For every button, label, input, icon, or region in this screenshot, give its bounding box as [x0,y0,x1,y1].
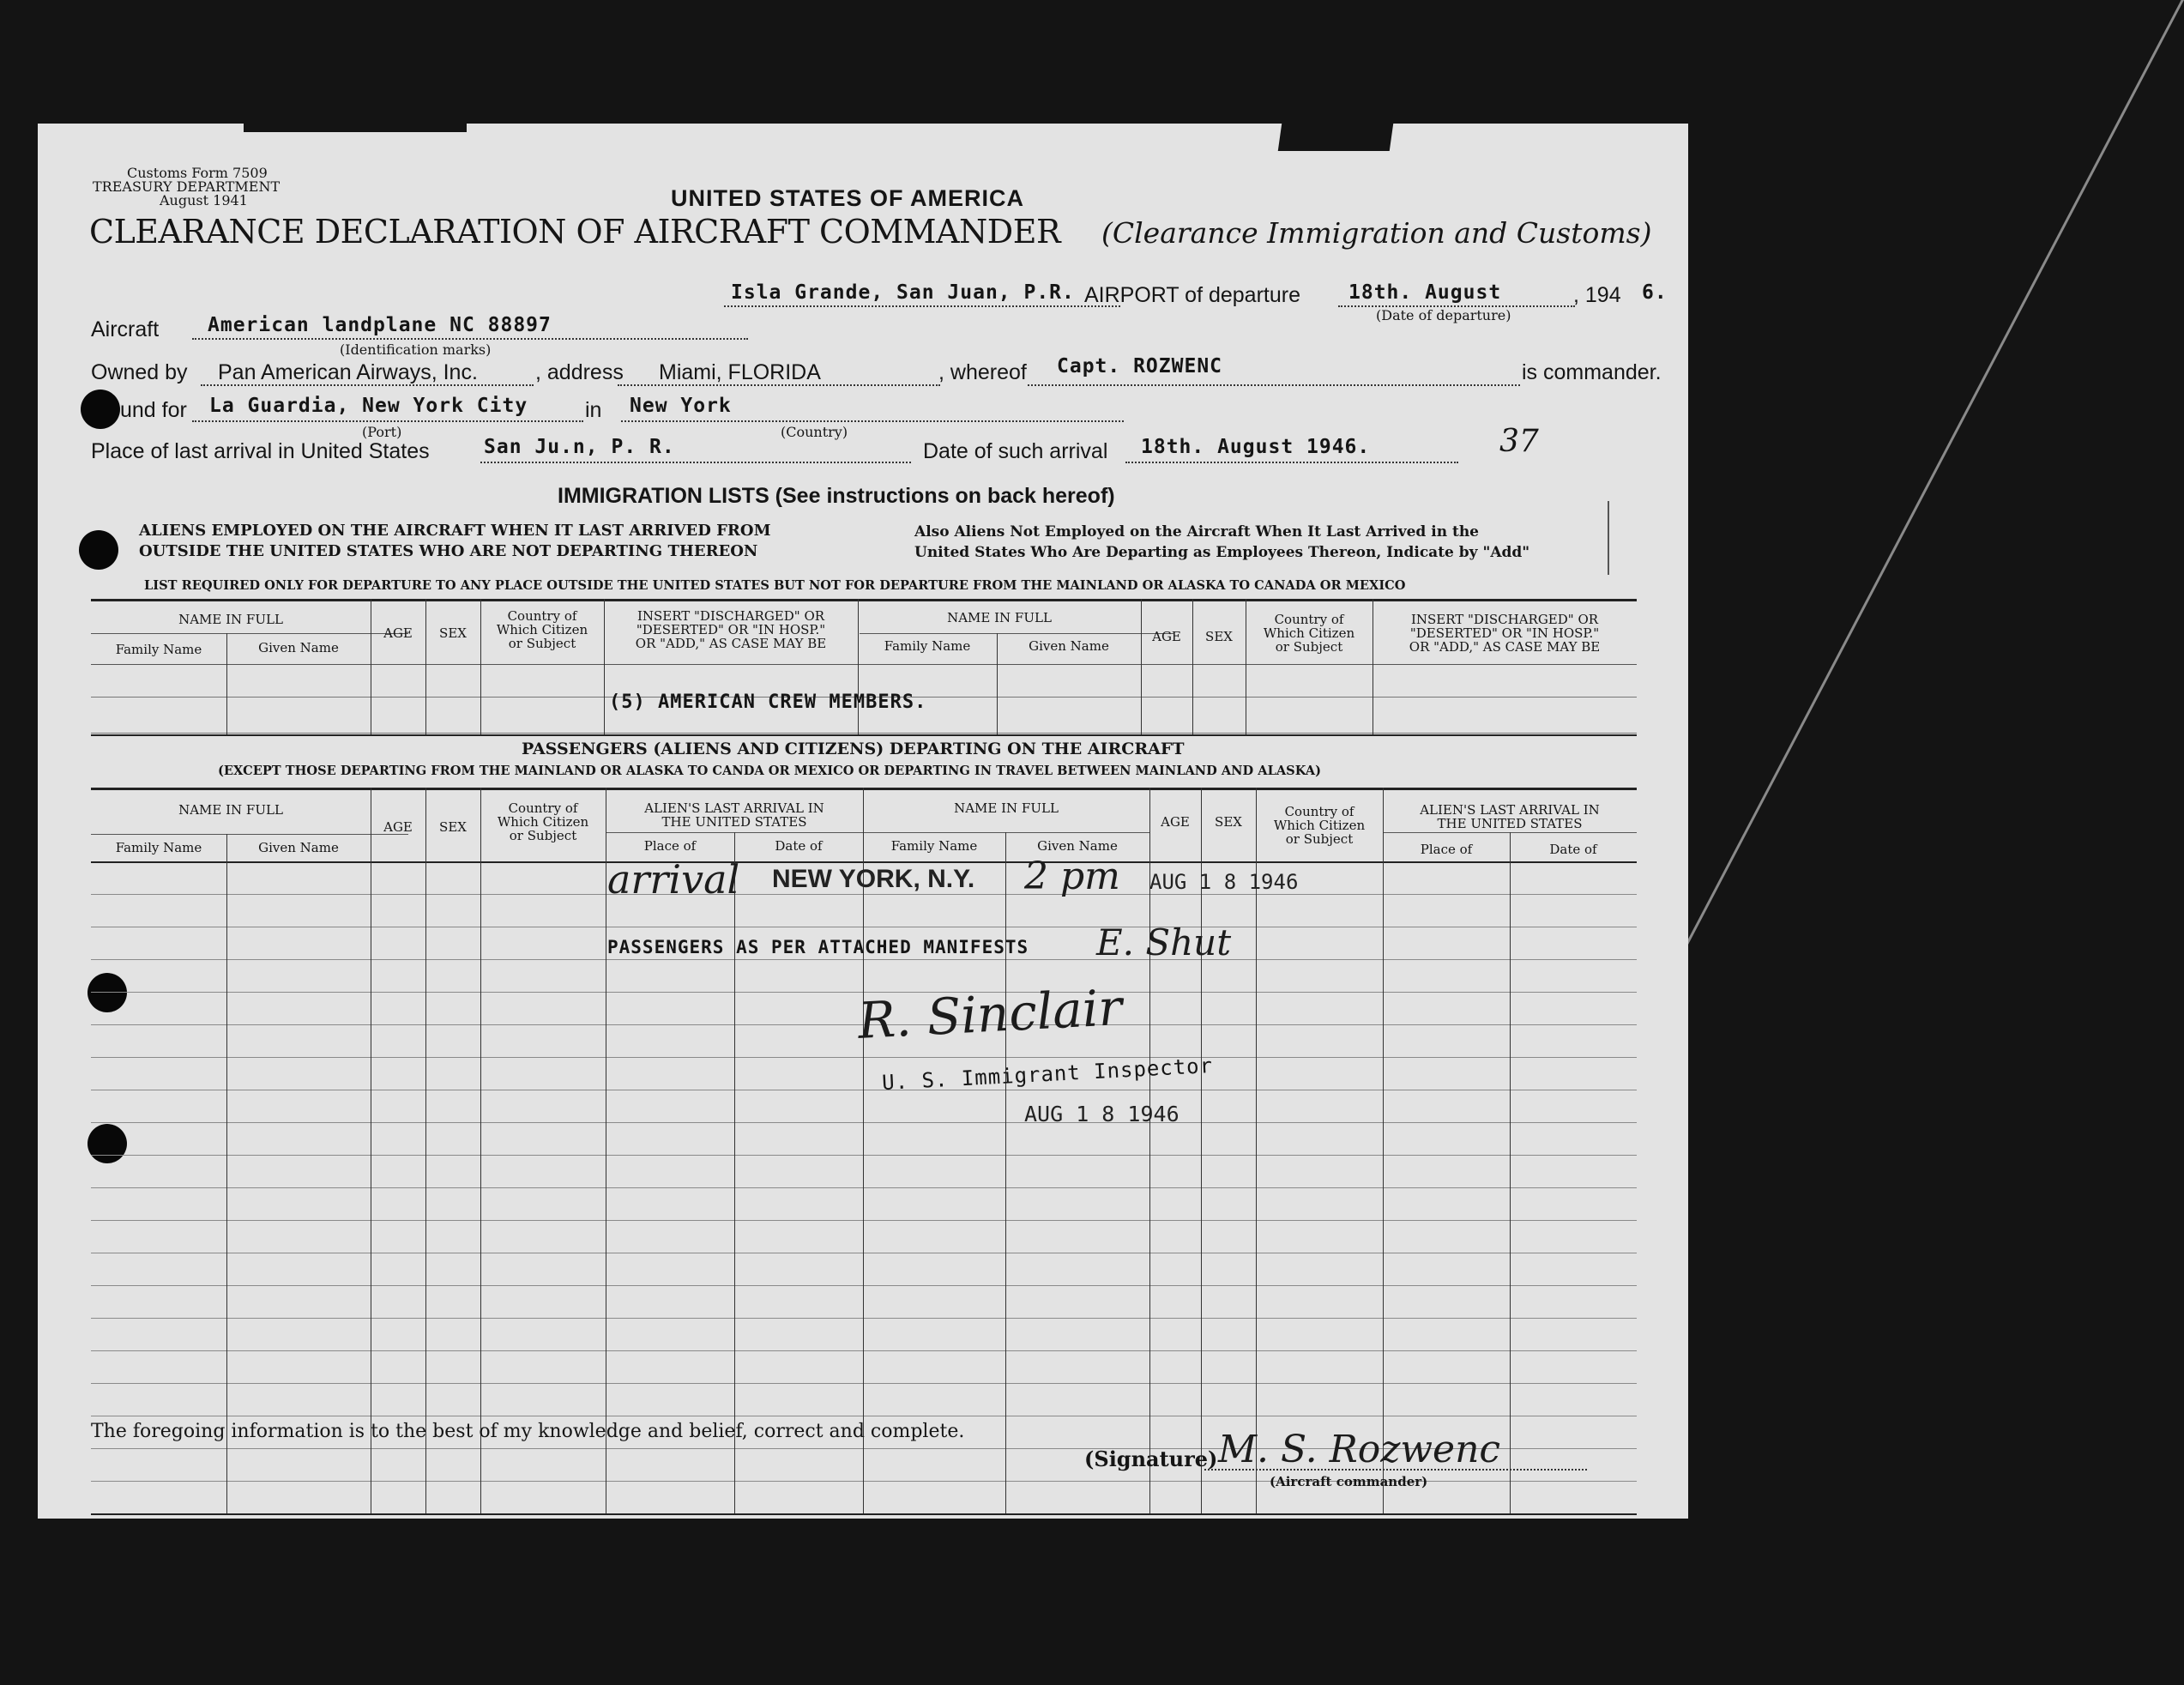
pax-date-of-header: Date of [1549,842,1597,857]
crew-country-line-2: Which Citizen [1263,625,1355,641]
pax-name-header: NAME IN FULL [954,800,1059,816]
departure-airport-label: AIRPORT of departure [1084,283,1300,307]
last-arrival-place-value: San Ju.n, P. R. [484,436,675,458]
crew-sex-header: SEX [439,625,467,641]
pax-place-of-header: Place of [643,838,697,854]
crew-country-line-3: or Subject [1275,639,1343,655]
pax-country-line-3: or Subject [1285,831,1354,847]
list-required-note: LIST REQUIRED ONLY FOR DEPARTURE TO ANY PLACE OUTSIDE THE UNITED STATES BUT NOT FOR DEPARTURE FROM THE MAINLAND OR ALASKA TO CANADA OR MEXICO [144,578,1406,593]
pax-table-bottom [91,1513,1637,1515]
crew-insert-line-1: INSERT "DISCHARGED" OR [1410,612,1599,627]
crew-age-header: AGE [1152,629,1181,644]
pax-table-row-line [91,1122,1637,1123]
owned-by-label: Owned by [91,360,188,384]
punch-hole [87,1124,127,1163]
crew-country-line-1: Country of [507,608,577,624]
pax-country-line-2: Which Citizen [1273,818,1366,833]
last-arrival-place-line [480,462,911,463]
bound-country-line [621,420,1124,422]
pax-table-row-line [91,1155,1637,1156]
crew-table-subheader-line [860,633,1173,634]
immigration-right-note-2: United States Who Are Departing as Employees Thereon, Indicate by "Add" [914,544,1530,561]
pax-given-name-header: Given Name [258,840,339,855]
pax-given-name-header: Given Name [1037,838,1118,854]
pax-last-arrival-header [1383,803,1637,830]
pax-country-header [480,801,606,842]
pax-col-divider [226,834,227,1513]
pax-col-divider [1383,788,1384,1513]
pax-table-row-line [91,894,1637,895]
pax-table-row-line [91,1318,1637,1319]
crew-country-header [1246,613,1373,654]
pax-sex-header: SEX [439,819,467,835]
immigration-left-note-1: ALIENS EMPLOYED ON THE AIRCRAFT WHEN IT LAST ARRIVED FROM [139,522,771,540]
address-line [618,384,940,386]
passengers-note: PASSENGERS AS PER ATTACHED MANIFESTS [607,937,1029,957]
passengers-header-bottom [91,861,1637,863]
crew-table-top [91,599,1637,601]
initials: E. Shut [1096,921,1232,963]
crew-table-header-bottom [91,664,1637,665]
crew-family-name-header: Family Name [115,642,202,657]
pax-table-row-line [91,1383,1637,1384]
pax-country-line-1: Country of [1284,804,1354,819]
signature-caption: (Aircraft commander) [1270,1474,1428,1489]
passengers-subheader-line [91,834,408,835]
pax-family-name-header: Family Name [890,838,978,854]
bound-in-label: in [585,398,602,422]
passengers-subheading: (EXCEPT THOSE DEPARTING FROM THE MAINLAND OR ALASKA TO CANDA OR MEXICO OR DEPARTING IN TRAVEL BETWEEN MAINLAND AND ALASKA) [218,764,1322,778]
arrival-handwritten: arrival [607,856,740,903]
commander-line [1028,384,1520,386]
bound-port-value: La Guardia, New York City [209,395,528,417]
commander-value: Capt. ROZWENC [1057,355,1223,377]
address-label: , address [535,360,624,384]
crew-name-header: NAME IN FULL [947,610,1052,625]
departure-airport-line [724,305,1120,307]
immigration-heading: IMMIGRATION LISTS (See instructions on back hereof) [558,484,1115,508]
bound-port-caption: (Port) [362,424,402,440]
inspector-signature: R. Sinclair [856,977,1124,1051]
commander-suffix: is commander. [1522,360,1662,384]
crew-insert-line-2: "DESERTED" OR "IN HOSP." [1409,625,1600,641]
crew-col-divider [425,599,426,734]
time-handwritten: 2 pm [1024,855,1120,898]
owned-by-line [201,384,534,386]
punch-hole [87,973,127,1012]
crew-table-subheader-line [91,633,408,634]
pax-last-arrival-line-1: ALIEN'S LAST ARRIVAL IN [644,800,824,816]
crew-table-row-line [91,733,1637,734]
form-title: CLEARANCE DECLARATION OF AIRCRAFT COMMANDER [89,213,1061,251]
pax-age-header: AGE [383,819,413,835]
crew-insert-header [604,609,858,650]
pax-date-of-header: Date of [775,838,823,854]
address-value: Miami, FLORIDA [659,360,821,384]
crew-col-divider [1192,599,1193,734]
crew-given-name-header: Given Name [1029,638,1109,654]
crew-country-header [480,609,604,650]
crew-given-name-header: Given Name [258,640,339,655]
pax-col-divider [734,832,735,1513]
pax-col-divider [1510,832,1511,1513]
bound-port-line [192,420,583,422]
pax-country-line-2: Which Citizen [497,814,589,830]
pax-country-line-3: or Subject [509,828,577,843]
crew-insert-line-3: OR "ADD," AS CASE MAY BE [635,636,827,651]
pax-country-line-1: Country of [508,800,578,816]
pax-family-name-header: Family Name [115,840,202,855]
crew-name-header: NAME IN FULL [178,612,283,627]
clearance-form [38,124,1688,1519]
torn-edge [244,124,467,132]
crew-insert-line-2: "DESERTED" OR "IN HOSP." [636,622,826,637]
crew-insert-header [1373,613,1637,654]
pax-col-divider [1256,788,1257,1513]
last-arrival-extra-number: 37 [1499,424,1539,459]
crew-country-line-1: Country of [1274,612,1344,627]
pax-age-header: AGE [1161,814,1190,830]
pax-country-header [1256,805,1383,846]
pax-col-divider [1005,832,1006,1513]
arrival-stamp: NEW YORK, N.Y. [772,865,975,893]
pax-table-row-line [91,1285,1637,1286]
punch-hole [81,390,120,429]
signature-line [1204,1469,1587,1471]
torn-edge [1278,124,1393,151]
crew-col-divider [1141,599,1142,734]
departure-airport-value: Isla Grande, San Juan, P.R. [731,281,1075,304]
aircraft-value: American landplane NC 88897 [208,314,552,336]
crew-sex-header: SEX [1205,629,1233,644]
last-arrival-date-line [1125,462,1458,463]
aircraft-caption: (Identification marks) [340,341,492,358]
bound-country-value: New York [630,395,732,417]
pax-last-arrival-line-1: ALIEN'S LAST ARRIVAL IN [1420,802,1600,818]
last-arrival-date-value: 18th. August 1946. [1141,436,1371,458]
pax-table-row-line [91,959,1637,960]
last-arrival-date-label: Date of such arrival [923,439,1108,463]
crew-age-header: AGE [383,625,413,641]
inspector-title: U. S. Immigrant Inspector [881,1053,1214,1096]
form-department: TREASURY DEPARTMENT [93,178,281,195]
pax-table-row-line [91,1350,1637,1351]
last-arrival-label: Place of last arrival in United States [91,439,430,463]
departure-date-caption: (Date of departure) [1376,307,1511,323]
pax-table-row-line [91,1057,1637,1058]
pax-place-of-header: Place of [1420,842,1473,857]
pax-col-divider [480,788,481,1513]
owned-by-value: Pan American Airways, Inc. [218,360,478,384]
pax-sex-header: SEX [1215,814,1242,830]
punch-hole [79,530,118,570]
aircraft-label: Aircraft [91,317,160,341]
signature-label: (Signature) [1084,1446,1218,1471]
form-number: Customs Form 7509 [127,165,268,181]
immigration-right-note-1: Also Aliens Not Employed on the Aircraft When It Last Arrived in the [914,523,1480,541]
pax-last-arrival-line-2: THE UNITED STATES [661,814,807,830]
country-header: UNITED STATES OF AMERICA [671,185,1024,211]
pax-col-divider [1149,788,1150,1513]
pax-col-divider [863,788,864,1513]
crew-table-bottom [91,734,1637,736]
bound-for-label: und for [120,398,187,422]
departure-year-digit: 6. [1642,281,1668,304]
aircraft-line [192,338,748,340]
crew-insert-line-1: INSERT "DISCHARGED" OR [636,608,825,624]
immigration-left-note-2: OUTSIDE THE UNITED STATES WHO ARE NOT DEPARTING THEREON [139,542,758,560]
pax-col-divider [1201,788,1202,1513]
passengers-heading: PASSENGERS (ALIENS AND CITIZENS) DEPARTING ON THE AIRCRAFT [522,740,1185,758]
form-subtitle: (Clearance Immigration and Customs) [1101,216,1652,250]
pax-table-row-line [91,1220,1637,1221]
crew-entry: (5) AMERICAN CREW MEMBERS. [609,692,927,713]
departure-date-value: 18th. August [1348,281,1502,304]
inspector-date-stamp: AUG 1 8 1946 [1024,1102,1179,1126]
passengers-table-top [91,788,1637,790]
pax-last-arrival-line-2: THE UNITED STATES [1437,816,1583,831]
pax-last-arrival-header [606,801,863,829]
whereof-label: , whereof [938,360,1027,384]
bound-country-caption: (Country) [781,424,848,440]
passengers-subheader-line [606,832,1149,833]
pax-name-header: NAME IN FULL [178,802,283,818]
crew-country-line-3: or Subject [508,636,576,651]
margin-mark [1608,501,1609,575]
pax-col-divider [425,788,426,1513]
departure-year-prefix: , 194 [1573,283,1621,307]
crew-family-name-header: Family Name [884,638,971,654]
date-stamp: AUG 1 8 1946 [1149,870,1299,894]
commander-signature: M. S. Rozwenc [1218,1428,1501,1471]
form-date: August 1941 [160,192,248,208]
pax-table-row-line [91,1187,1637,1188]
footer-statement: The foregoing information is to the best of my knowledge and belief, correct and complete. [91,1421,965,1442]
crew-insert-line-3: OR "ADD," AS CASE MAY BE [1409,639,1601,655]
crew-country-line-2: Which Citizen [496,622,588,637]
